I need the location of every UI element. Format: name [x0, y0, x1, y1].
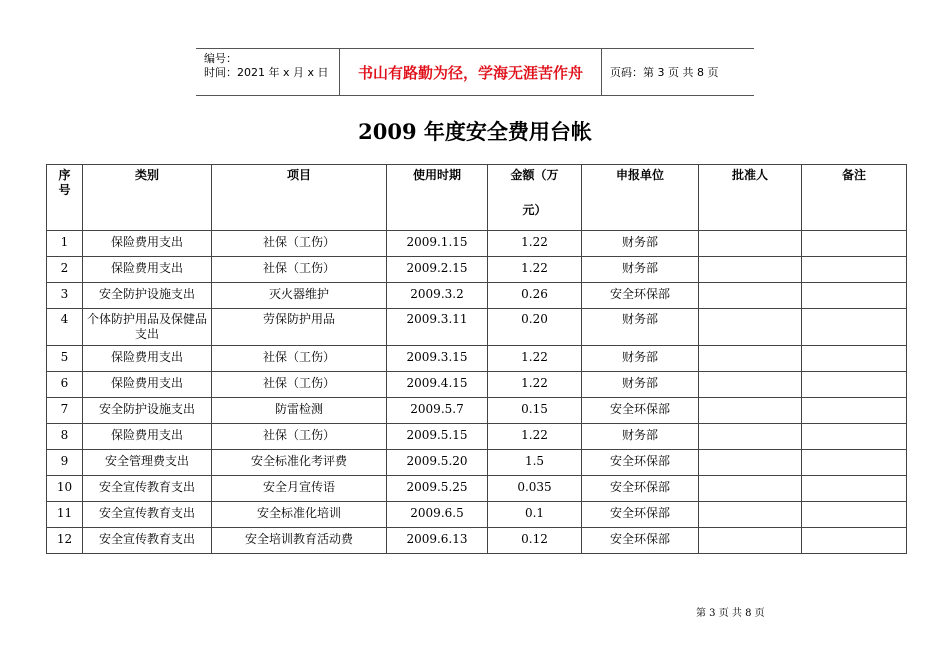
cell-amount: 1.22	[488, 424, 582, 450]
cell-approver	[699, 346, 802, 372]
cell-amount: 0.12	[488, 528, 582, 554]
cell-department: 安全环保部	[582, 283, 699, 309]
cell-category: 安全防护设施支出	[83, 283, 212, 309]
header-amount: 金额（万 元）	[488, 165, 582, 231]
table-row	[47, 450, 907, 476]
cell-approver	[699, 231, 802, 257]
cell-date: 2009.3.15	[387, 346, 488, 372]
cell-amount: 1.5	[488, 450, 582, 476]
cell-category: 保险费用支出	[83, 257, 212, 283]
cell-amount: 0.035	[488, 476, 582, 502]
cell-approver	[699, 372, 802, 398]
cell-date: 2009.2.15	[387, 257, 488, 283]
cell-approver	[699, 424, 802, 450]
cell-remark	[802, 476, 907, 502]
cell-amount: 0.15	[488, 398, 582, 424]
table-row	[47, 502, 907, 528]
table-header-row	[47, 165, 907, 231]
cell-date: 2009.6.5	[387, 502, 488, 528]
table-row	[47, 424, 907, 450]
code-label: 编号：	[204, 52, 237, 65]
cell-remark	[802, 528, 907, 554]
cell-item: 社保（工伤）	[212, 231, 387, 257]
cell-remark	[802, 424, 907, 450]
cell-index: 2	[47, 257, 83, 283]
cell-date: 2009.4.15	[387, 372, 488, 398]
cell-category: 保险费用支出	[83, 346, 212, 372]
cell-item: 安全培训教育活动费	[212, 528, 387, 554]
cell-approver	[699, 450, 802, 476]
header-remark: 备注	[802, 165, 907, 231]
cell-department: 安全环保部	[582, 476, 699, 502]
cell-index: 6	[47, 372, 83, 398]
cell-category: 安全宣传教育支出	[83, 502, 212, 528]
cell-index: 8	[47, 424, 83, 450]
cell-department: 安全环保部	[582, 450, 699, 476]
header-category: 类别	[83, 165, 212, 231]
cell-item: 社保（工伤）	[212, 346, 387, 372]
time-label: 时间：2021 年 x 月 x 日	[204, 66, 329, 79]
cell-category: 保险费用支出	[83, 231, 212, 257]
page-title: 2009 年度安全费用台帐	[358, 119, 592, 144]
cell-index: 12	[47, 528, 83, 554]
document-header	[196, 48, 754, 96]
cell-index: 5	[47, 346, 83, 372]
cell-item: 安全标准化培训	[212, 502, 387, 528]
cell-date: 2009.3.2	[387, 283, 488, 309]
cell-category: 保险费用支出	[83, 424, 212, 450]
header-department: 申报单位	[582, 165, 699, 231]
cell-amount: 0.1	[488, 502, 582, 528]
page-code: 页码：第 3 页 共 8 页	[610, 66, 719, 79]
cell-department: 财务部	[582, 231, 699, 257]
cell-remark	[802, 398, 907, 424]
cell-remark	[802, 231, 907, 257]
cell-remark	[802, 309, 907, 346]
cell-date: 2009.5.15	[387, 424, 488, 450]
cell-item: 劳保防护用品	[212, 309, 387, 346]
cell-index: 4	[47, 309, 83, 346]
table-row	[47, 346, 907, 372]
cell-date: 2009.1.15	[387, 231, 488, 257]
cell-department: 安全环保部	[582, 398, 699, 424]
cell-department: 财务部	[582, 424, 699, 450]
cell-remark	[802, 283, 907, 309]
cell-date: 2009.5.20	[387, 450, 488, 476]
cell-amount: 0.26	[488, 283, 582, 309]
cell-amount: 0.20	[488, 309, 582, 346]
cell-index: 7	[47, 398, 83, 424]
cell-category: 安全管理费支出	[83, 450, 212, 476]
cell-remark	[802, 372, 907, 398]
cell-remark	[802, 257, 907, 283]
cell-item: 社保（工伤）	[212, 372, 387, 398]
cell-item: 安全月宣传语	[212, 476, 387, 502]
cell-remark	[802, 502, 907, 528]
header-date: 使用时期	[387, 165, 488, 231]
cell-category: 保险费用支出	[83, 372, 212, 398]
cell-approver	[699, 283, 802, 309]
cell-date: 2009.6.13	[387, 528, 488, 554]
cell-amount: 1.22	[488, 372, 582, 398]
cell-remark	[802, 346, 907, 372]
cell-category: 个体防护用品及保健品支出	[83, 309, 212, 346]
cell-approver	[699, 257, 802, 283]
cell-department: 安全环保部	[582, 528, 699, 554]
page-footer: 第 3 页 共 8 页	[696, 608, 765, 619]
cell-item: 防雷检测	[212, 398, 387, 424]
cell-index: 3	[47, 283, 83, 309]
cell-department: 财务部	[582, 346, 699, 372]
cell-approver	[699, 398, 802, 424]
cell-category: 安全宣传教育支出	[83, 476, 212, 502]
cell-category: 安全宣传教育支出	[83, 528, 212, 554]
cell-index: 9	[47, 450, 83, 476]
cell-amount: 1.22	[488, 346, 582, 372]
table-row	[47, 398, 907, 424]
table-row	[47, 372, 907, 398]
cell-amount: 1.22	[488, 231, 582, 257]
cell-date: 2009.5.25	[387, 476, 488, 502]
cell-date: 2009.3.11	[387, 309, 488, 346]
cell-index: 11	[47, 502, 83, 528]
cell-approver	[699, 476, 802, 502]
cell-item: 社保（工伤）	[212, 257, 387, 283]
cell-remark	[802, 450, 907, 476]
cell-item: 灭火器维护	[212, 283, 387, 309]
cell-amount: 1.22	[488, 257, 582, 283]
header-index: 序 号	[47, 165, 83, 231]
cell-approver	[699, 528, 802, 554]
table-row	[47, 257, 907, 283]
cell-approver	[699, 502, 802, 528]
cell-index: 1	[47, 231, 83, 257]
table-row	[47, 283, 907, 309]
table-row	[47, 231, 907, 257]
cell-department: 财务部	[582, 372, 699, 398]
cell-approver	[699, 309, 802, 346]
cell-department: 安全环保部	[582, 502, 699, 528]
header-approver: 批准人	[699, 165, 802, 231]
table-row	[47, 476, 907, 502]
cell-index: 10	[47, 476, 83, 502]
cell-item: 社保（工伤）	[212, 424, 387, 450]
header-item: 项目	[212, 165, 387, 231]
cell-item: 安全标准化考评费	[212, 450, 387, 476]
table-row	[47, 528, 907, 554]
cell-department: 财务部	[582, 309, 699, 346]
motto-text: 书山有路勤为径，学海无涯苦作舟	[340, 49, 602, 95]
cell-date: 2009.5.7	[387, 398, 488, 424]
cell-department: 财务部	[582, 257, 699, 283]
cell-category: 安全防护设施支出	[83, 398, 212, 424]
table-row	[47, 309, 907, 346]
header-meta	[196, 49, 340, 95]
safety-cost-ledger-table	[46, 164, 907, 554]
